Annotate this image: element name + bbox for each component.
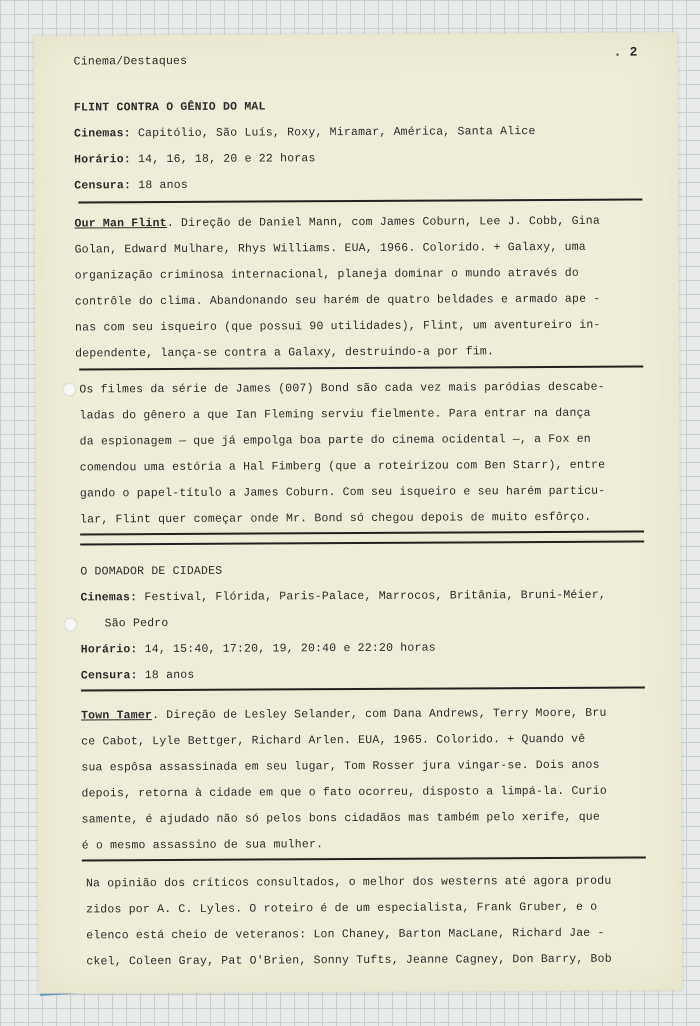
film2-synopsis-line: depois, retorna à cidade em que o fato ocorreu, disposto a limpá-la. Curio xyxy=(81,784,607,801)
censura-value: 18 anos xyxy=(138,178,188,193)
cinemas-label: Cinemas: xyxy=(73,127,131,141)
horario-label: Horário: xyxy=(74,153,131,167)
cinemas-list: Festival, Flórida, Paris-Palace, Marrocos, Britânia, Bruni-Méier, xyxy=(144,588,606,605)
film2-title: O DOMADOR DE CIDADES xyxy=(80,564,223,579)
film1-review-line: da espionagem — que já empolga boa parte do cinema ocidental —, a Fox en xyxy=(79,432,591,449)
film2-synopsis-line: samente, é ajudado não só pelos bons cidadãos mas também pelo xerife, que xyxy=(81,810,601,827)
censura-label: Censura: xyxy=(80,669,138,683)
horario-label: Horário: xyxy=(80,643,138,657)
film1-synopsis-line: organização criminosa internacional, planeja dominar o mundo através do xyxy=(74,266,579,283)
film2-review-line: ckel, Coleen Gray, Pat O'Brien, Sonny Tufts, Jeanne Cagney, Don Barry, Bob xyxy=(86,952,612,969)
film1-title: FLINT CONTRA O GÊNIO DO MAL xyxy=(73,100,266,115)
film1-synopsis-line-0: Our Man Flint. Direção de Daniel Mann, com James Coburn, Lee J. Cobb, Gina xyxy=(74,214,601,231)
page-number: . 2 xyxy=(613,44,638,60)
film2-review-line: zidos por A. C. Lyles. O roteiro é de um especialista, Frank Gruber, e o xyxy=(86,900,598,917)
film1-synopsis-line: nas com seu isqueiro (que possui 90 utilidades), Flint, um aventureiro in- xyxy=(74,318,601,335)
film2-synopsis-line-0: Town Tamer. Direção de Lesley Selander, com Dana Andrews, Terry Moore, Bru xyxy=(81,706,607,723)
film2-synopsis-line: é o mesmo assassino de sua mulher. xyxy=(81,838,324,853)
divider xyxy=(79,366,643,371)
film1-review-line: Os filmes da série de James (007) Bond são cada vez mais paródias descabe- xyxy=(79,380,605,397)
film2-cinemas-cont: São Pedro xyxy=(104,616,169,631)
film2-censura xyxy=(81,669,195,683)
film1-synopsis-line: contrôle do clima. Abandonando seu harém de quatro beldades e armado ape - xyxy=(74,292,601,309)
censura-label: Censura: xyxy=(74,179,132,193)
film1-original-title: Our Man Flint xyxy=(74,216,167,231)
divider xyxy=(81,687,645,692)
film1-synopsis-line: dependente, lança-se contra a Galaxy, destruindo-a por fim. xyxy=(75,345,495,361)
film2-review-line: Na opinião dos críticos consultados, o melhor dos westerns até agora produ xyxy=(85,874,612,891)
divider xyxy=(82,856,646,861)
divider xyxy=(78,199,642,204)
film1-censura xyxy=(74,179,188,193)
censura-value: 18 anos xyxy=(144,668,195,683)
film2-synopsis-line: sua espôsa assassinada em seu lugar, Tom Rosser jura vingar-se. Dois anos xyxy=(81,758,600,775)
cinemas-label: Cinemas: xyxy=(80,591,138,605)
film2-cinemas xyxy=(80,589,606,605)
horario-value: 14, 15:40, 17:20, 19, 20:40 e 22:20 horas xyxy=(144,641,436,657)
punch-hole xyxy=(62,382,76,396)
film1-cinemas xyxy=(74,125,536,140)
film2-original-title: Town Tamer xyxy=(81,709,153,723)
film2-review-line: elenco está cheio de veteranos: Lon Chaney, Barton MacLane, Richard Jae - xyxy=(86,926,605,943)
typewritten-page xyxy=(33,32,682,993)
film1-synopsis-line: Golan, Edward Mulhare, Rhys Williams. EUA, 1966. Colorido. + Galaxy, uma xyxy=(74,240,586,257)
divider xyxy=(80,541,644,546)
cinemas-list: Capitólio, São Luís, Roxy, Miramar, América, Santa Alice xyxy=(137,125,536,141)
film2-synopsis-line: ce Cabot, Lyle Bettger, Richard Arlen. EUA, 1965. Colorido. + Quando vê xyxy=(81,732,586,749)
film1-review-line: lar, Flint quer começar onde Mr. Bond só chegou depois de muito esfôrço. xyxy=(79,510,592,527)
punch-hole xyxy=(64,617,78,631)
horario-value: 14, 16, 18, 20 e 22 horas xyxy=(138,152,316,167)
film1-review-line: gando o papel-título a James Coburn. Com seu isqueiro e seu harém particu- xyxy=(79,484,606,501)
film1-review-line: ladas do gênero a que Ian Fleming serviu fielmente. Para entrar na dança xyxy=(79,406,591,423)
section-header: Cinema/Destaques xyxy=(73,54,188,69)
film1-horario xyxy=(74,152,316,166)
film1-review-line: comendou uma estória a Hal Fimberg (que a roteirizou com Ben Starr), entre xyxy=(79,458,606,475)
divider xyxy=(80,531,644,536)
film2-horario xyxy=(81,642,436,657)
